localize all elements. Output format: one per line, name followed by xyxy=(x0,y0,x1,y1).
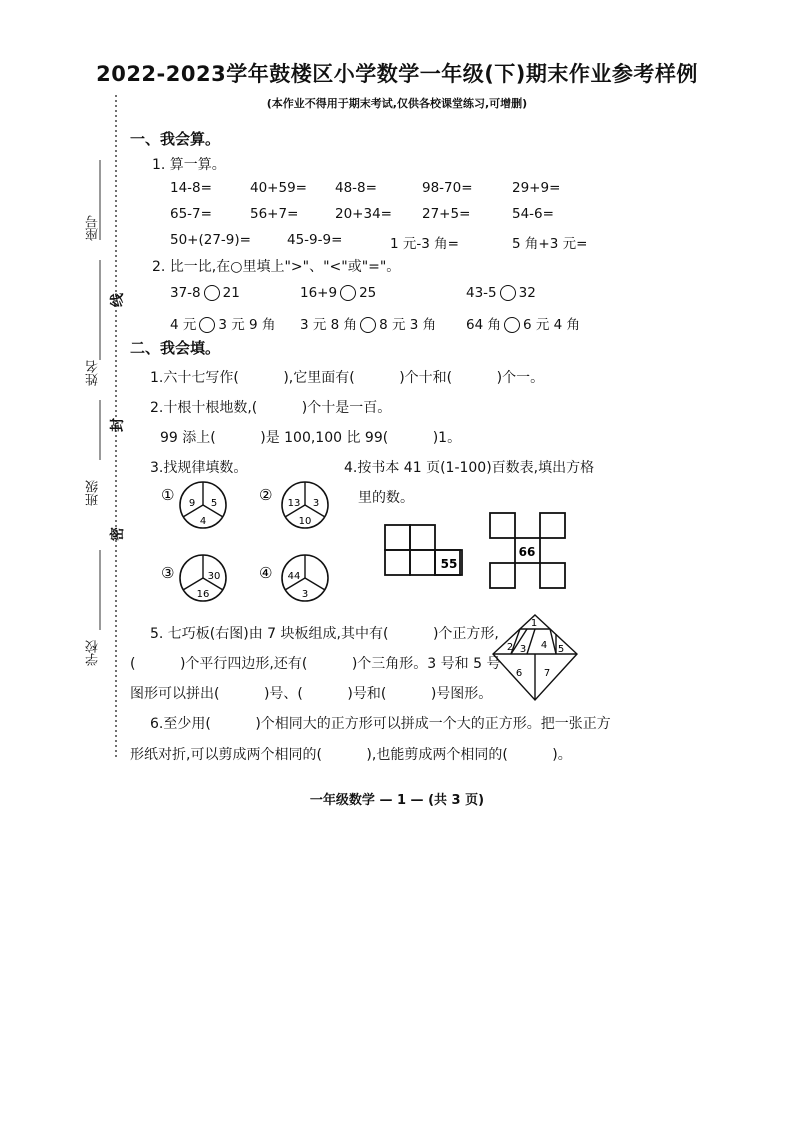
calc-r1-c1: 14-8= xyxy=(170,180,212,196)
answer-circle[interactable] xyxy=(360,317,376,333)
svg-text:30: 30 xyxy=(207,571,221,582)
section1-heading: 一、我会算。 xyxy=(130,130,221,148)
svg-text:1: 1 xyxy=(530,618,538,629)
calc-r1-c5: 29+9= xyxy=(512,180,561,196)
q2-title: 2. 比一比,在○里填上">"、"<"或"="。 xyxy=(152,259,401,275)
hundred-chart-grids xyxy=(380,508,580,593)
calc-r1-c3: 48-8= xyxy=(335,180,377,196)
fill-q4-line1: 4.按书本 41 页(1-100)百数表,填出方格 xyxy=(344,460,595,476)
page-title: 2022-2023学年鼓楼区小学数学一年级(下)期末作业参考样例 xyxy=(96,62,698,86)
section2-heading: 二、我会填。 xyxy=(130,339,221,357)
compare-r1-c1: 37-8 21 xyxy=(170,285,240,301)
svg-text:9: 9 xyxy=(188,498,196,509)
seat-label: 座号 xyxy=(86,215,101,241)
answer-circle[interactable] xyxy=(340,285,356,301)
pattern-circle-3 xyxy=(161,555,226,601)
svg-text:66: 66 xyxy=(518,545,536,559)
answer-circle[interactable] xyxy=(199,317,215,333)
page-subtitle: (本作业不得用于期末考试,仅供各校课堂练习,可增删) xyxy=(266,97,528,110)
svg-text:44: 44 xyxy=(287,571,301,582)
compare-r2-c3: 64 角 6 元 4 角 xyxy=(466,317,581,333)
svg-text:10: 10 xyxy=(298,516,312,527)
svg-text:②: ② xyxy=(259,486,273,504)
svg-text:55: 55 xyxy=(440,557,458,571)
binding-word-feng: 封 xyxy=(110,418,126,432)
svg-text:3: 3 xyxy=(519,644,527,655)
fill-q2b: 99 添上( )是 100,100 比 99( )1。 xyxy=(160,430,462,446)
svg-text:5: 5 xyxy=(210,498,218,509)
compare-r2-c2: 3 元 8 角 8 元 3 角 xyxy=(300,317,437,333)
svg-text:6: 6 xyxy=(515,668,523,679)
calc-r3-c3: 1 元-3 角= xyxy=(390,236,459,252)
compare-r1-c2: 16+9 25 xyxy=(300,285,377,301)
svg-text:4: 4 xyxy=(199,516,207,527)
svg-text:7: 7 xyxy=(543,668,551,679)
calc-r2-c4: 27+5= xyxy=(422,206,471,222)
calc-r2-c5: 54-6= xyxy=(512,206,554,222)
answer-circle[interactable] xyxy=(504,317,520,333)
fill-q3-title: 3.找规律填数。 xyxy=(150,460,248,476)
binding-word-mi: 密 xyxy=(110,527,126,541)
fill-q1: 1.六十七写作( ),它里面有( )个十和( )个一。 xyxy=(150,370,545,386)
answer-circle[interactable] xyxy=(204,285,220,301)
fill-q6-line2: 形纸对折,可以剪成两个相同的( ),也能剪成两个相同的( )。 xyxy=(130,747,572,763)
fill-q6-line1: 6.至少用( )个相同大的正方形可以拼成一个大的正方形。把一张正方 xyxy=(150,716,611,732)
fill-q2a: 2.十根十根地数,( )个十是一百。 xyxy=(150,400,392,416)
pattern-circle-1 xyxy=(161,482,226,528)
class-label: 班级 xyxy=(86,480,101,506)
q1-title: 1. 算一算。 xyxy=(152,157,226,173)
compare-r1-c3: 43-5 32 xyxy=(466,285,536,301)
svg-text:④: ④ xyxy=(259,564,273,582)
school-label: 学校 xyxy=(86,640,101,666)
pattern-circles xyxy=(155,478,355,608)
svg-text:3: 3 xyxy=(301,589,309,600)
answer-circle[interactable] xyxy=(500,285,516,301)
name-label: 姓名 xyxy=(86,360,101,386)
fill-q5-line2: ( )个平行四边形,还有( )个三角形。3 号和 5 号 xyxy=(130,656,501,672)
svg-text:5: 5 xyxy=(557,644,565,655)
svg-text:③: ③ xyxy=(161,564,175,582)
svg-text:4: 4 xyxy=(540,640,548,651)
fill-q5-line1: 5. 七巧板(右图)由 7 块板组成,其中有( )个正方形, xyxy=(150,626,499,642)
fill-q5-line3: 图形可以拼出( )号、( )号和( )号图形。 xyxy=(130,686,493,702)
calc-r2-c2: 56+7= xyxy=(250,206,299,222)
svg-text:16: 16 xyxy=(196,589,210,600)
calc-r2-c1: 65-7= xyxy=(170,206,212,222)
svg-text:3: 3 xyxy=(312,498,320,509)
compare-r2-c1: 4 元 3 元 9 角 xyxy=(170,317,276,333)
calc-r1-c4: 98-70= xyxy=(422,180,473,196)
calc-r1-c2: 40+59= xyxy=(250,180,307,196)
calc-r3-c5: 5 角+3 元= xyxy=(512,236,588,252)
tangram-figure xyxy=(490,612,590,707)
svg-text:13: 13 xyxy=(287,498,301,509)
calc-r3-c2: 45-9-9= xyxy=(287,232,343,248)
pattern-circle-2 xyxy=(259,482,328,528)
pattern-circle-4 xyxy=(259,555,328,601)
page-footer: 一年级数学 — 1 — (共 3 页) xyxy=(309,793,485,808)
binding-word-xian: 线 xyxy=(110,293,126,307)
calc-r3-c1: 50+(27-9)= xyxy=(170,232,251,248)
fill-q4-line2: 里的数。 xyxy=(358,490,414,506)
svg-text:①: ① xyxy=(161,486,175,504)
svg-text:2: 2 xyxy=(506,642,514,653)
calc-r2-c3: 20+34= xyxy=(335,206,392,222)
